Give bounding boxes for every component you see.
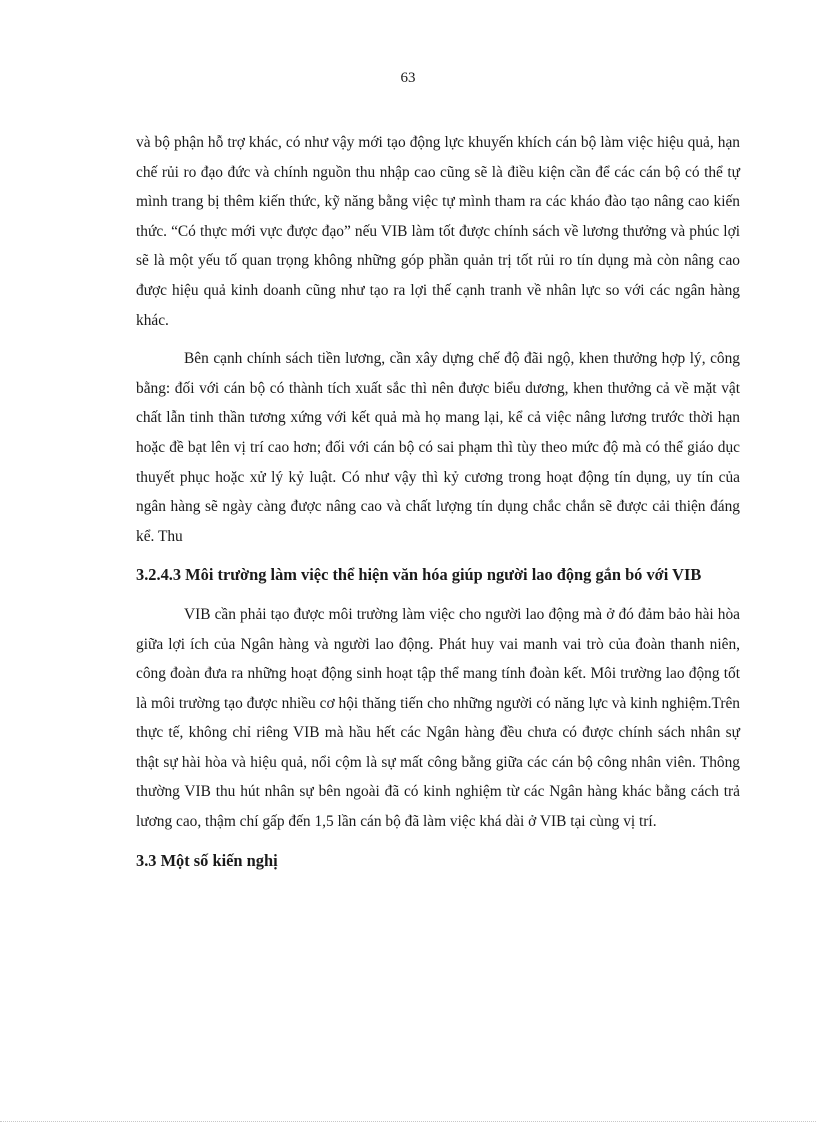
paragraph-work-environment: VIB cần phải tạo được môi trường làm việc cho người lao động mà ở đó đảm bảo hài hòa giữa lợi ích của Ngân hàng và người lao động. Phát huy vai manh vai trò của đoàn thanh niên, công đoàn đưa ra những hoạt động sinh hoạt tập thể mang tính đoàn kết. Môi trường lao động tốt là môi trường tạo được nhiều cơ hội thăng tiến cho những người có năng lực và kinh nghiệm.Trên thực tế, không chỉ riêng VIB mà hầu hết các Ngân hàng đều chưa có được chính sách nhân sự thật sự hài hòa và hiệu quả, nổi cộm là sự mất công bằng giữa các cán bộ công nhân viên. Thông thường VIB thu hút nhân sự bên ngoài đã có kinh nghiệm từ các Ngân hàng khác bằng cách trả lương cao, thậm chí gấp đến 1,5 lần cán bộ đã làm việc khá dài ở VIB tại cùng vị trí. <box>136 605 740 831</box>
section-heading-recommendations: 3.3 Một số kiến nghị <box>136 850 278 870</box>
paragraph-reward-policy: Bên cạnh chính sách tiền lương, cần xây dựng chế độ đãi ngộ, khen thưởng hợp lý, công bằng: đối với cán bộ có thành tích xuất sắc thì nên được biểu dương, khen thưởng cả về mặt vật chất lẫn tinh thần tương xứng với kết quả mà họ mang lại, kể cả việc nâng lương trước thời hạn hoặc đề bạt lên vị trí cao hơn; đối với cán bộ có sai phạm thì tùy theo mức độ mà có thể giáo dục thuyết phục hoặc xử lý kỷ luật. Có như vậy thì kỷ cương trong hoạt động tín dụng, uy tín của ngân hàng sẽ ngày càng được nâng cao và chất lượng tín dụng chắc chắn sẽ được cải thiện đáng kể. Thu <box>136 350 740 545</box>
paragraph-salary-policy: và bộ phận hỗ trợ khác, có như vậy mới tạo động lực khuyến khích cán bộ làm việc hiệu quả, hạn chế rủi ro đạo đức và chính nguồn thu nhập cao cũng sẽ là điều kiện cần để các cán bộ có thể tự mình trang bị thêm kiến thức, kỹ năng bằng việc tự mình tham ra các kháo đào tạo nâng cao kiến thức. “Có thực mới vực được đạo” nếu VIB làm tốt được chính sách về lương thưởng và phúc lợi sẽ là một yếu tố quan trọng không những góp phần quản trị tốt rủi ro tín dụng mà còn nâng cao được hiệu quả kinh doanh cũng như tạo ra lợi thế cạnh tranh về nhân lực so với các ngân hàng khác. <box>136 134 740 329</box>
page-number: 63 <box>400 70 416 86</box>
document-body <box>136 128 740 885</box>
section-heading-work-environment: 3.2.4.3 Môi trường làm việc thể hiện văn hóa giúp người lao động gắn bó với VIB <box>136 565 702 585</box>
page-bottom-divider <box>0 1121 816 1122</box>
